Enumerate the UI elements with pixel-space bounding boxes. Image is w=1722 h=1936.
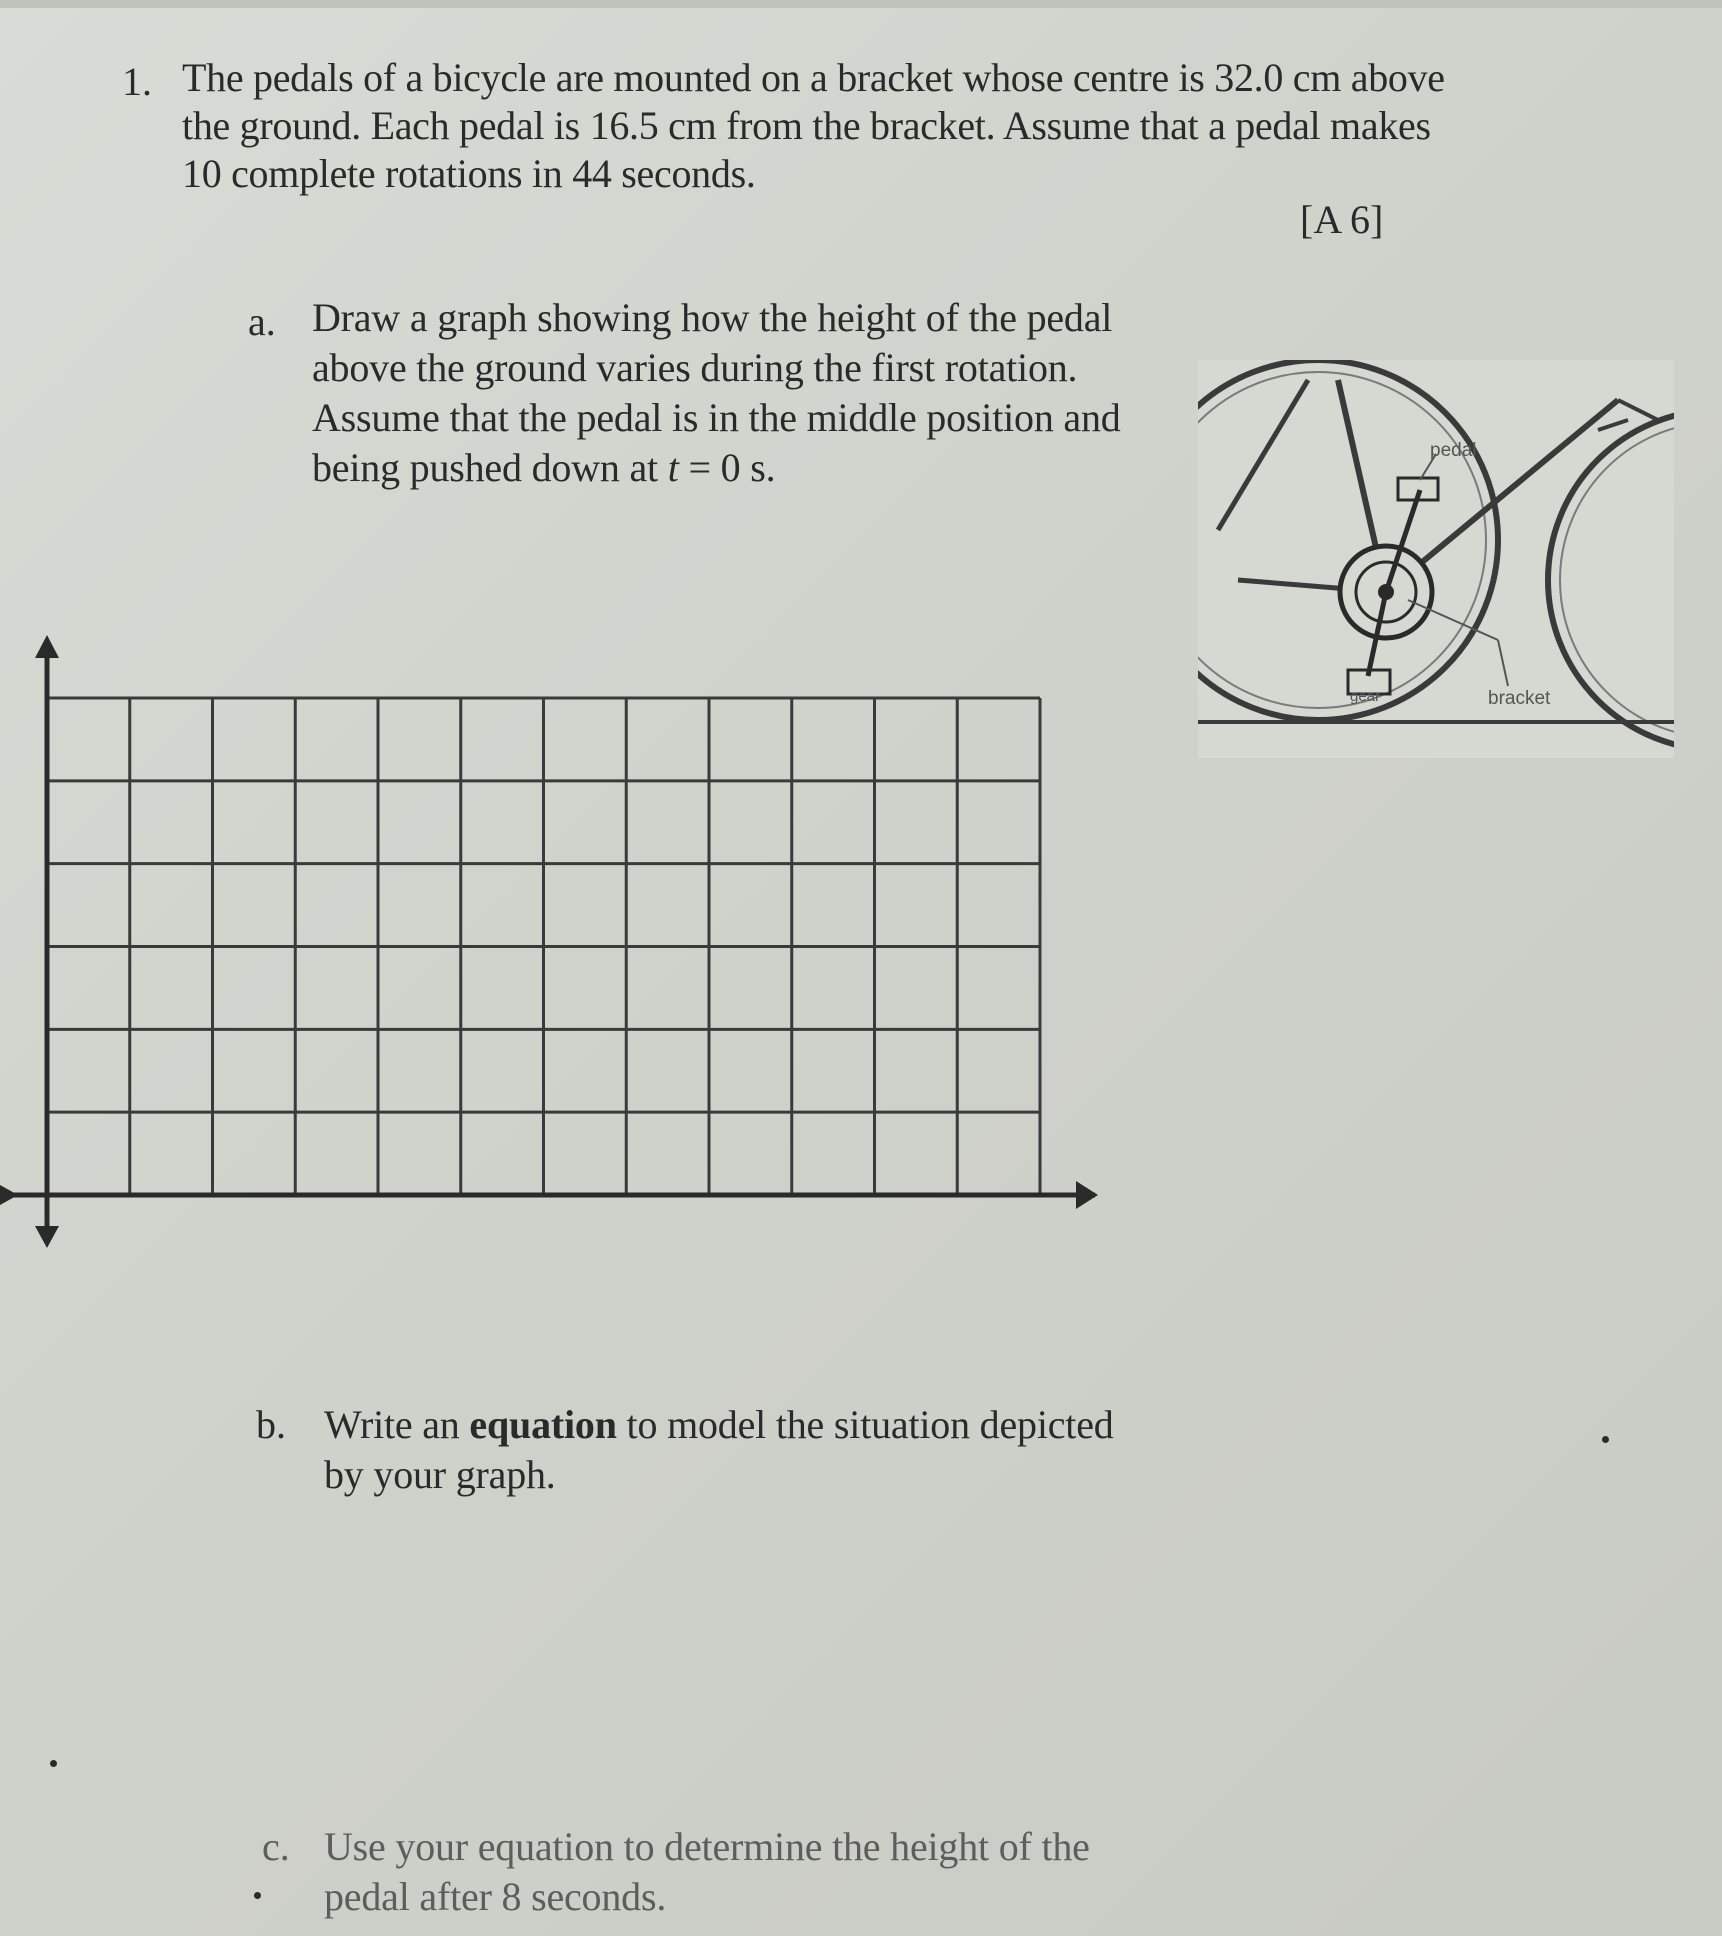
part-a-text bbox=[312, 293, 1192, 493]
part-b-line-1 bbox=[324, 1400, 1204, 1450]
bracket-leader-line-b bbox=[1498, 640, 1508, 686]
part-b-line-1-suffix: to model the situation depicted bbox=[616, 1402, 1114, 1447]
question-stem-line-1: The pedals of a bicycle are mounted on a bracket whose centre is 32.0 cm above bbox=[182, 55, 1445, 100]
x-axis-arrowhead bbox=[1076, 1181, 1098, 1209]
x-axis-left-arrowhead bbox=[0, 1185, 18, 1205]
gear-label: gear bbox=[1350, 688, 1381, 705]
bicycle-drawing bbox=[1198, 360, 1674, 758]
page-speck bbox=[1602, 1436, 1609, 1443]
question-number: 1. bbox=[122, 59, 152, 104]
part-b-line-1-prefix: Write an bbox=[324, 1402, 470, 1447]
part-a-line-3: Assume that the pedal is in the middle position and bbox=[312, 395, 1121, 440]
seat-stay bbox=[1218, 380, 1308, 530]
question-stem-line-2: the ground. Each pedal is 16.5 cm from the bracket. Assume that a pedal makes bbox=[182, 103, 1431, 148]
bracket-label: bracket bbox=[1488, 688, 1551, 709]
bicycle-figure bbox=[1198, 360, 1674, 758]
marks-label: [A 6] bbox=[1300, 197, 1384, 242]
part-a-line-2: above the ground varies during the first rotation. bbox=[312, 345, 1078, 390]
part-c-line-1: Use your equation to determine the height of the bbox=[324, 1824, 1090, 1869]
part-b-letter: b. bbox=[256, 1402, 286, 1447]
pedal-label: pedal bbox=[1430, 440, 1477, 461]
part-b-text bbox=[324, 1400, 1204, 1500]
part-c-letter: c. bbox=[262, 1824, 290, 1869]
y-axis-bottom-arrowhead bbox=[35, 1226, 59, 1248]
y-axis-arrowhead bbox=[35, 635, 59, 658]
front-wheel bbox=[1548, 410, 1674, 750]
part-b-line-2: by your graph. bbox=[324, 1452, 556, 1497]
part-a-line-4 bbox=[312, 443, 1192, 493]
graph-grid bbox=[47, 698, 1040, 1195]
part-a-letter: a. bbox=[248, 299, 276, 344]
front-wheel-rim bbox=[1560, 422, 1674, 738]
page-top-edge bbox=[0, 0, 1722, 8]
page-speck bbox=[254, 1892, 261, 1899]
part-a-line-1: Draw a graph showing how the height of the pedal bbox=[312, 295, 1113, 340]
question-stem bbox=[182, 54, 1562, 198]
part-c-text bbox=[324, 1822, 1204, 1922]
head-tube bbox=[1598, 420, 1628, 430]
part-a-math-rest: = 0 s. bbox=[678, 445, 776, 490]
part-c-line-2: pedal after 8 seconds. bbox=[324, 1874, 667, 1919]
part-a-line-4-prefix: being pushed down at bbox=[312, 445, 668, 490]
fork bbox=[1618, 400, 1658, 420]
part-b-bold-word: equation bbox=[469, 1402, 617, 1447]
part-a-math-var: t bbox=[667, 445, 679, 490]
rear-wheel-rim bbox=[1198, 372, 1486, 708]
answer-graph bbox=[0, 630, 1110, 1260]
page-speck bbox=[50, 1760, 57, 1767]
question-stem-line-3: 10 complete rotations in 44 seconds. bbox=[182, 151, 756, 196]
